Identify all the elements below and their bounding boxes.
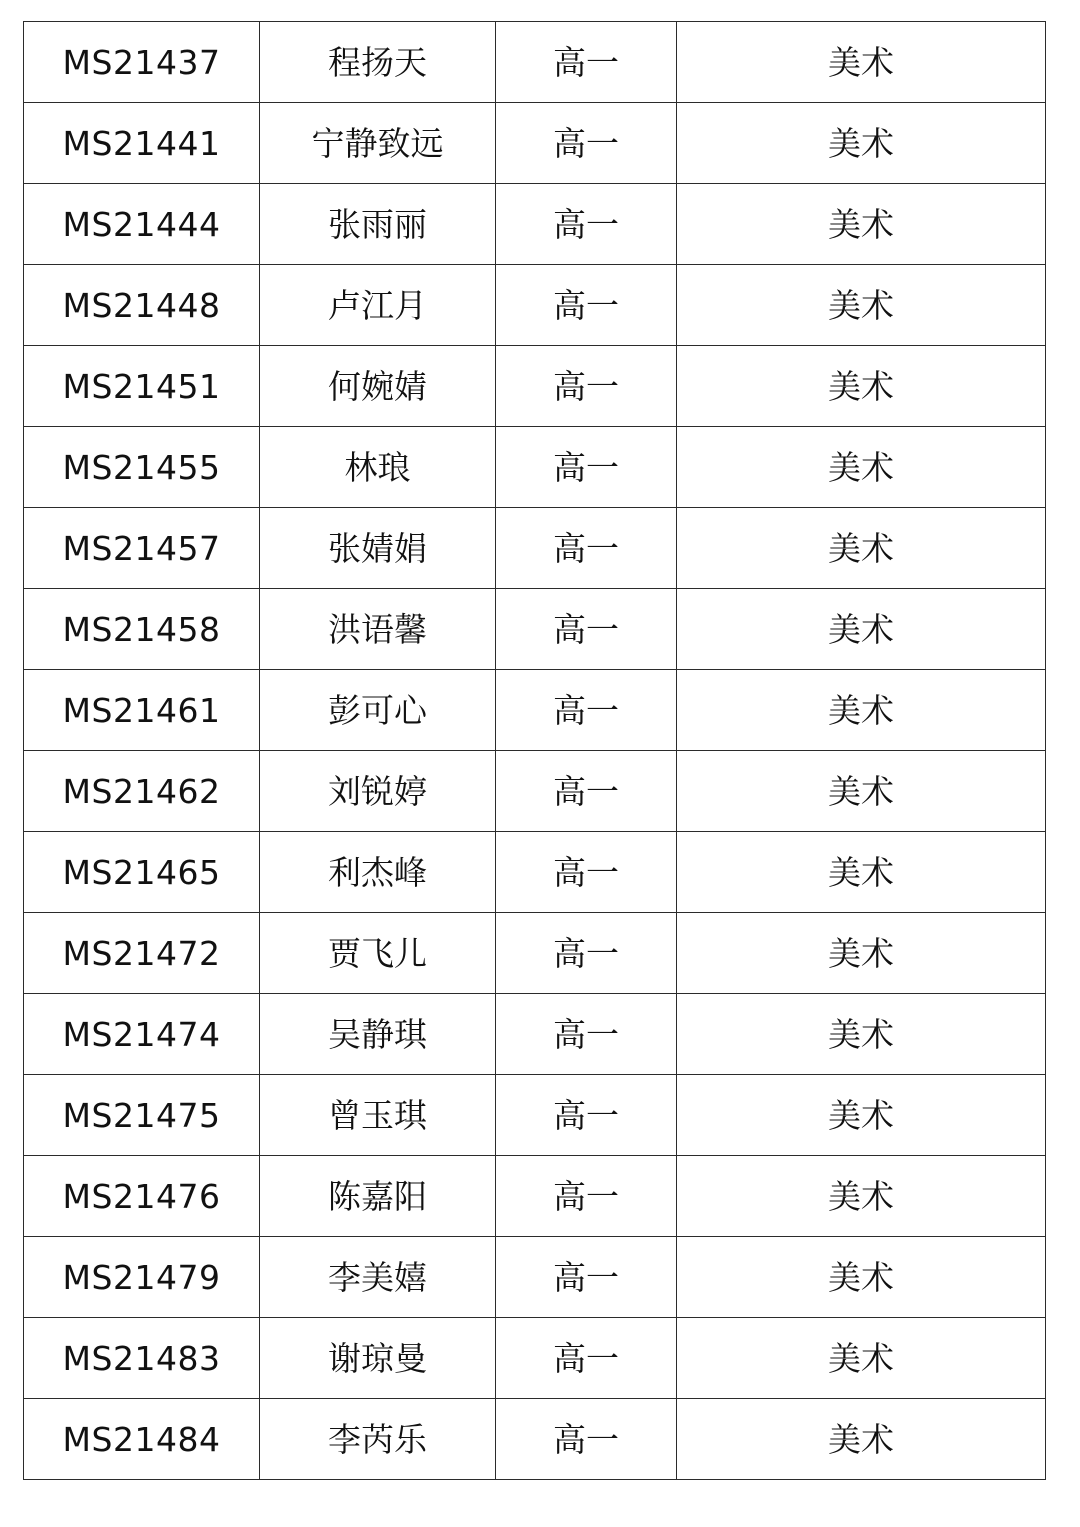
grade-cell: 高一: [496, 1075, 677, 1156]
student-id-cell: MS21475: [24, 1075, 260, 1156]
subject-cell: 美术: [677, 427, 1046, 508]
grade-cell: 高一: [496, 994, 677, 1075]
student-table-container: [23, 21, 1045, 1480]
student-id-cell: MS21461: [24, 670, 260, 751]
subject-cell: 美术: [677, 1156, 1046, 1237]
student-id-cell: MS21441: [24, 103, 260, 184]
grade-cell: 高一: [496, 265, 677, 346]
student-id-cell: MS21462: [24, 751, 260, 832]
student-name-cell: 张婧娟: [260, 508, 496, 589]
student-name-cell: 贾飞儿: [260, 913, 496, 994]
subject-cell: 美术: [677, 1318, 1046, 1399]
grade-cell: 高一: [496, 1237, 677, 1318]
student-table: [23, 21, 1046, 1480]
subject-cell: 美术: [677, 346, 1046, 427]
student-id-cell: MS21479: [24, 1237, 260, 1318]
grade-cell: 高一: [496, 427, 677, 508]
student-id-cell: MS21474: [24, 994, 260, 1075]
grade-cell: 高一: [496, 508, 677, 589]
student-id-cell: MS21476: [24, 1156, 260, 1237]
student-name-cell: 陈嘉阳: [260, 1156, 496, 1237]
student-id-cell: MS21458: [24, 589, 260, 670]
table-row: [24, 913, 1046, 994]
table-row: [24, 265, 1046, 346]
student-name-cell: 彭可心: [260, 670, 496, 751]
table-row: [24, 1075, 1046, 1156]
subject-cell: 美术: [677, 184, 1046, 265]
student-name-cell: 利杰峰: [260, 832, 496, 913]
table-row: [24, 346, 1046, 427]
table-row: [24, 427, 1046, 508]
student-name-cell: 李美嬉: [260, 1237, 496, 1318]
grade-cell: 高一: [496, 589, 677, 670]
grade-cell: 高一: [496, 103, 677, 184]
table-row: [24, 103, 1046, 184]
subject-cell: 美术: [677, 265, 1046, 346]
student-name-cell: 宁静致远: [260, 103, 496, 184]
student-id-cell: MS21457: [24, 508, 260, 589]
subject-cell: 美术: [677, 913, 1046, 994]
grade-cell: 高一: [496, 751, 677, 832]
student-table-body: [24, 22, 1046, 1480]
grade-cell: 高一: [496, 184, 677, 265]
table-row: [24, 1399, 1046, 1480]
student-id-cell: MS21455: [24, 427, 260, 508]
student-id-cell: MS21444: [24, 184, 260, 265]
student-name-cell: 吴静琪: [260, 994, 496, 1075]
table-row: [24, 832, 1046, 913]
table-row: [24, 1318, 1046, 1399]
subject-cell: 美术: [677, 670, 1046, 751]
grade-cell: 高一: [496, 1399, 677, 1480]
grade-cell: 高一: [496, 346, 677, 427]
table-row: [24, 508, 1046, 589]
student-name-cell: 刘锐婷: [260, 751, 496, 832]
subject-cell: 美术: [677, 1399, 1046, 1480]
subject-cell: 美术: [677, 994, 1046, 1075]
table-row: [24, 1237, 1046, 1318]
student-name-cell: 李芮乐: [260, 1399, 496, 1480]
subject-cell: 美术: [677, 751, 1046, 832]
grade-cell: 高一: [496, 832, 677, 913]
subject-cell: 美术: [677, 832, 1046, 913]
student-name-cell: 林琅: [260, 427, 496, 508]
table-row: [24, 670, 1046, 751]
subject-cell: 美术: [677, 1075, 1046, 1156]
student-id-cell: MS21437: [24, 22, 260, 103]
student-name-cell: 卢江月: [260, 265, 496, 346]
grade-cell: 高一: [496, 670, 677, 751]
student-id-cell: MS21465: [24, 832, 260, 913]
student-id-cell: MS21472: [24, 913, 260, 994]
grade-cell: 高一: [496, 22, 677, 103]
student-id-cell: MS21451: [24, 346, 260, 427]
student-id-cell: MS21448: [24, 265, 260, 346]
student-name-cell: 张雨丽: [260, 184, 496, 265]
student-name-cell: 洪语馨: [260, 589, 496, 670]
subject-cell: 美术: [677, 22, 1046, 103]
table-row: [24, 994, 1046, 1075]
student-id-cell: MS21483: [24, 1318, 260, 1399]
subject-cell: 美术: [677, 103, 1046, 184]
student-id-cell: MS21484: [24, 1399, 260, 1480]
student-name-cell: 谢琼曼: [260, 1318, 496, 1399]
table-row: [24, 751, 1046, 832]
grade-cell: 高一: [496, 1318, 677, 1399]
table-row: [24, 1156, 1046, 1237]
subject-cell: 美术: [677, 508, 1046, 589]
grade-cell: 高一: [496, 913, 677, 994]
subject-cell: 美术: [677, 589, 1046, 670]
student-name-cell: 程扬天: [260, 22, 496, 103]
subject-cell: 美术: [677, 1237, 1046, 1318]
grade-cell: 高一: [496, 1156, 677, 1237]
table-row: [24, 22, 1046, 103]
student-name-cell: 何婉婧: [260, 346, 496, 427]
table-row: [24, 589, 1046, 670]
table-row: [24, 184, 1046, 265]
student-name-cell: 曾玉琪: [260, 1075, 496, 1156]
